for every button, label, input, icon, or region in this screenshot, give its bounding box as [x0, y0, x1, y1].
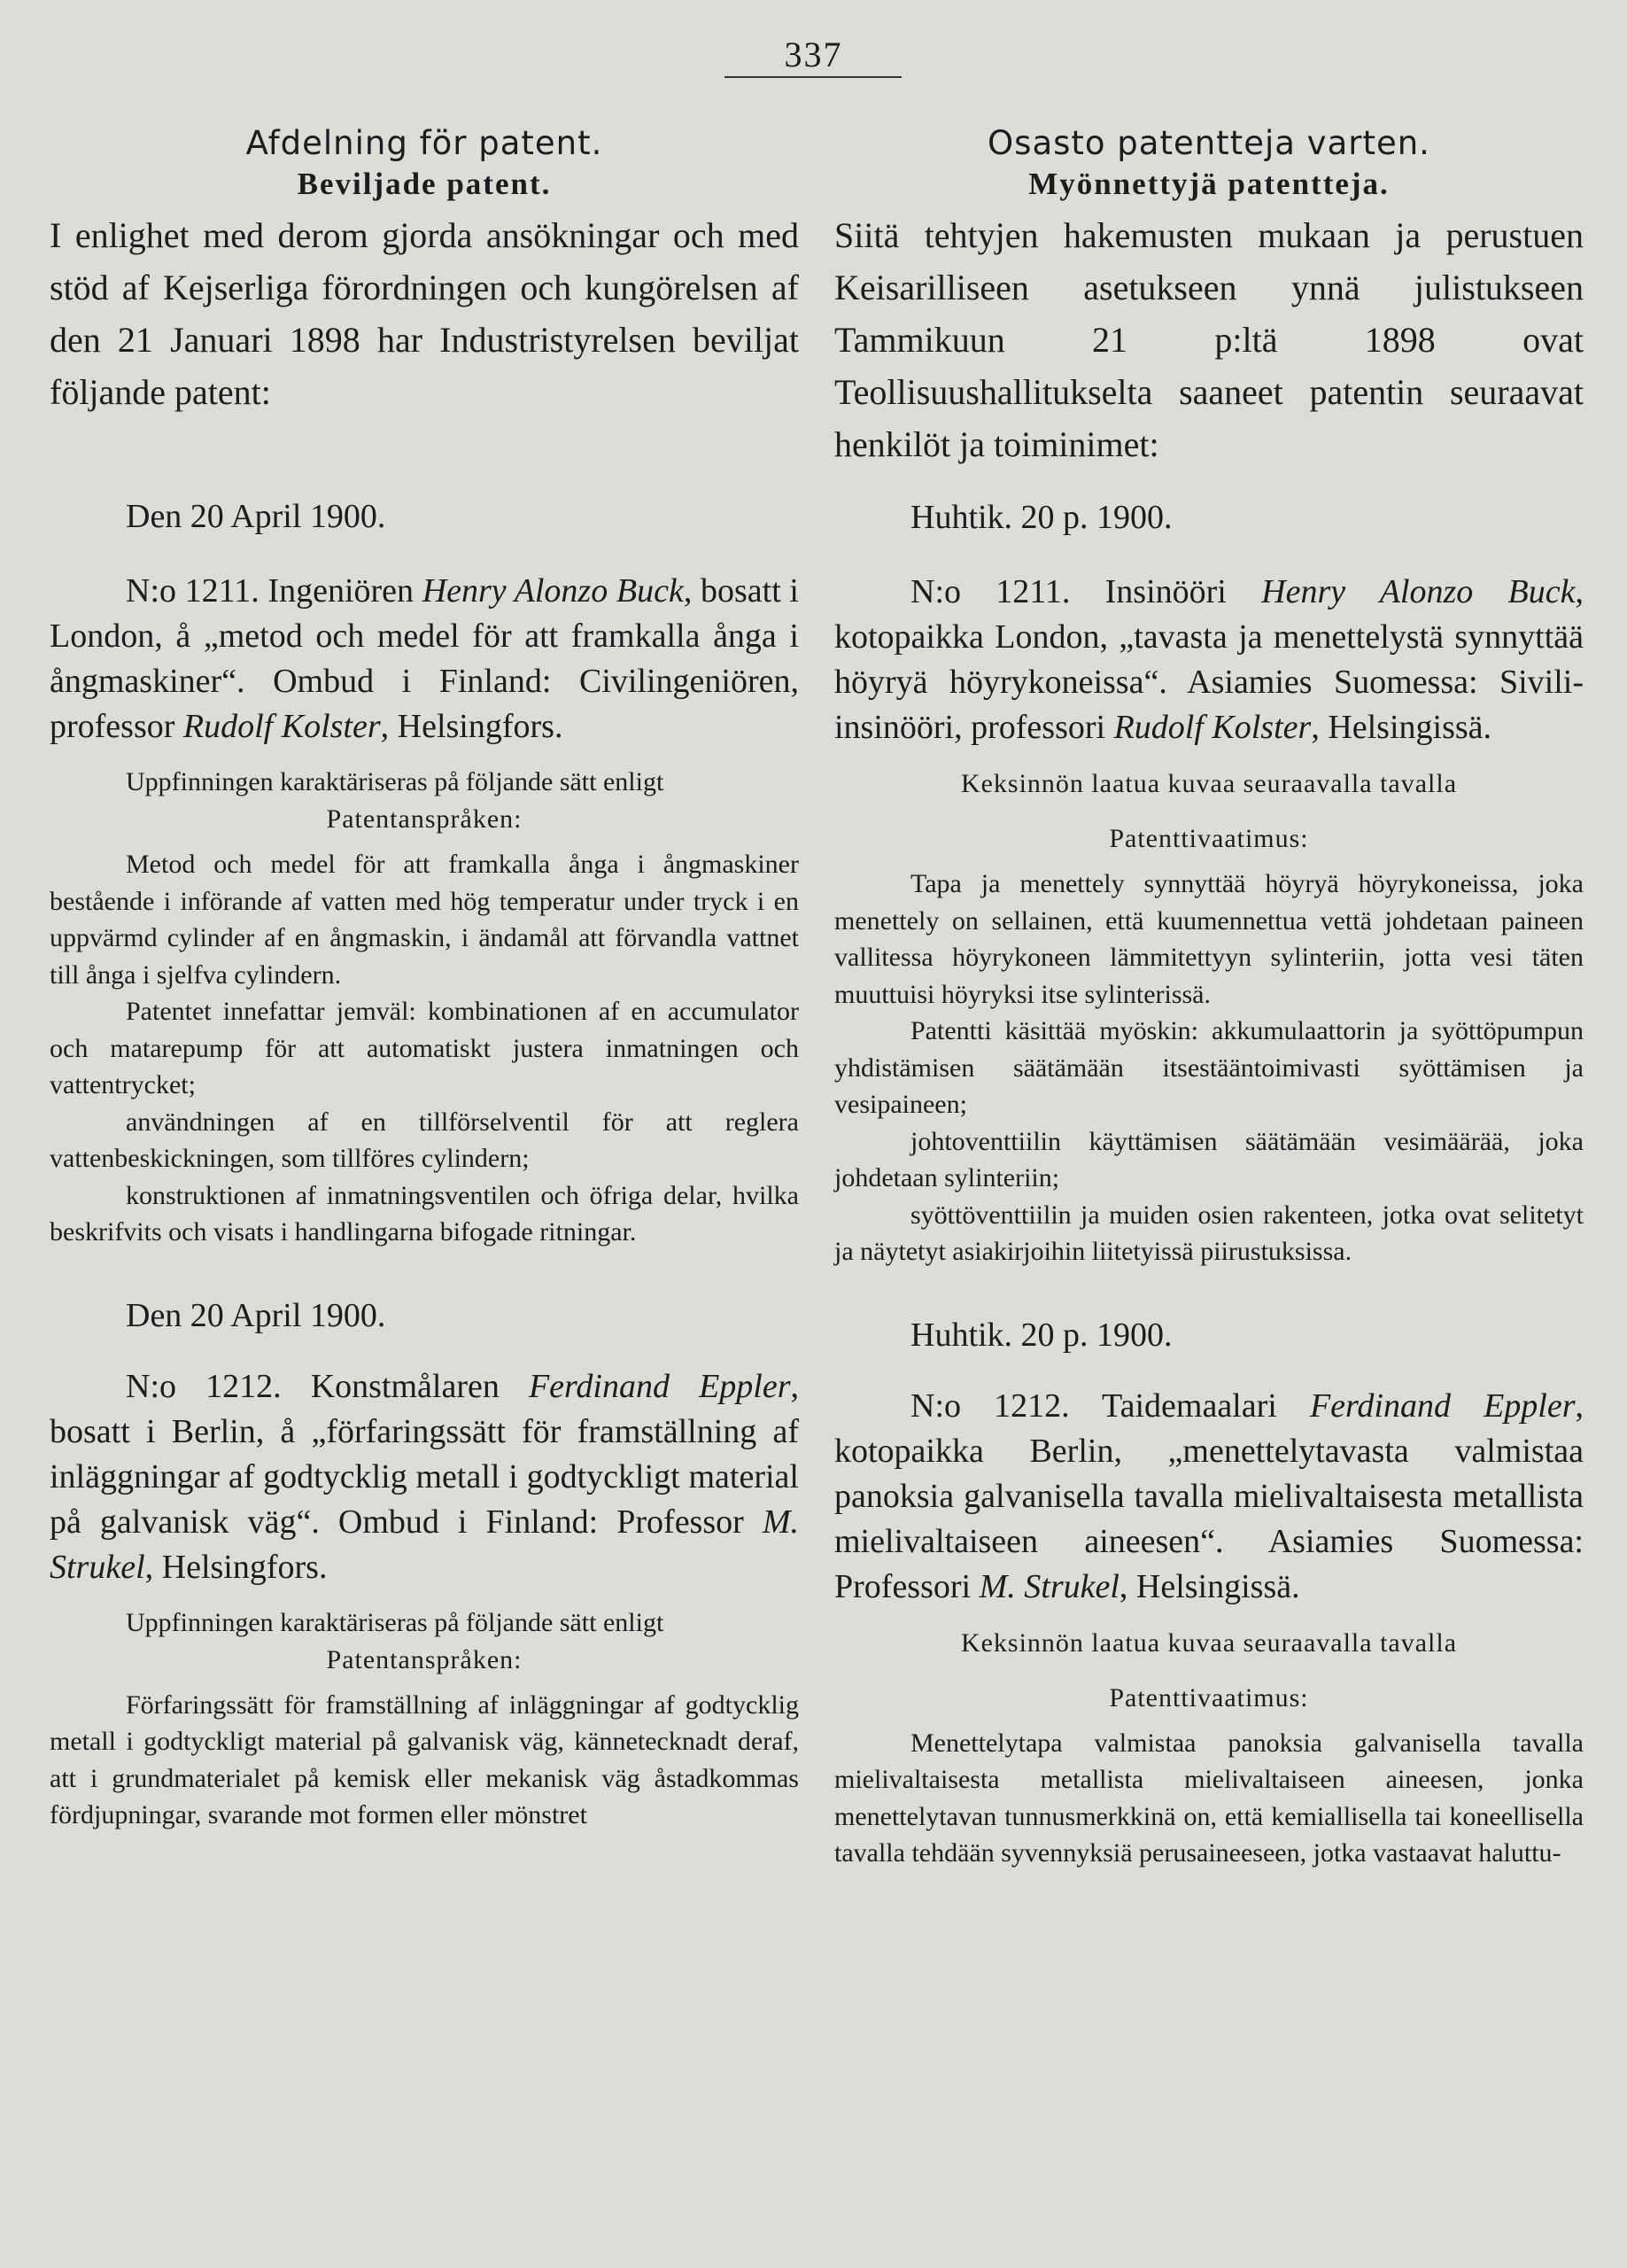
granted-title: Beviljade patent.	[297, 167, 552, 201]
patent-entry: N:o 1212. Konstmålaren Ferdinand Eppler, bosatt i Berlin, å „förfaringssätt för framställning af inläggningar af godtycklig metall i godtyckligt material på galvanisk väg“. Ombud i Finland: Professor M. Strukel, Helsingfors.	[50, 1367, 800, 1586]
claim-paragraph: johtoventtiilin käyttämisen säätämään vesimäärää, joka johdetaan sylinteriin;	[834, 1126, 1584, 1192]
agent-name: Rudolf Kolster	[182, 708, 381, 745]
inventor-name: Ferdinand Eppler	[528, 1367, 791, 1405]
claim-paragraph: Metod och medel för att framkalla ånga i ångmaskiner bestående i införande af vatten med hög temperatur under tryck i en uppvärmd cylinder af en ångmaskin, i ändamål att förvandla vattnet till ånga i sjelfva cylindern.	[50, 850, 799, 990]
claim-paragraph: syöttöventtiilin ja muiden osien rakenteen, jotka ovat selitetyt ja näytetyt asiakirjoihin liitetyissä piirustuksissa.	[834, 1200, 1584, 1266]
header-rule	[724, 76, 902, 78]
claim-paragraph: konstruktionen af inmatningsventilen och öfriga delar, hvilka beskrifvits och visats i handlingarna bifogade ritningar.	[50, 1180, 799, 1247]
characterization-line: Uppfinningen karaktäriseras på följande sätt enligt	[126, 767, 664, 796]
page-number: 337	[784, 35, 843, 74]
agent-name: Rudolf Kolster	[1113, 709, 1312, 746]
intro-paragraph: Siitä tehtyjen hakemusten mukaan ja perustuen Keisarilliseen asetukseen ynnä julistukseen Tammikuun 21 p:ltä 1898 ovat Teollisuushallitukselta saaneet patentin seuraavat henkilöt ja toiminimet:	[834, 215, 1584, 464]
claims-heading: Patentanspråken:	[326, 804, 523, 834]
patent-entry: N:o 1211. Insinööri Henry Alonzo Buck, kotopaikka London, „tavasta ja menettelystä synnyttää höyryä höyrykoneissa“. Asiamies Suomessa: Sivili-insinööri, professori Rudolf Kolster, Helsingissä.	[834, 573, 1584, 746]
claim-paragraph: Förfaringssätt för framställning af inläggningar af godtycklig metall i godtyckligt material på galvanisk väg, kännetecknadt deraf, att i grundmaterialet på kemisk eller mekanisk väg åstadkommas fördjupningar, svarande mot formen eller mönstret	[50, 1689, 799, 1829]
agent-name: M. Strukel	[50, 1503, 799, 1586]
claim-paragraph: Patentti käsittää myöskin: akkumulaattorin ja syöttöpumpun yhdistämisen säätämään itsestääntoimivasti syöttämisen ja vesipaineen;	[834, 1016, 1584, 1119]
entry-date: Huhtik. 20 p. 1900.	[910, 499, 1173, 536]
section-title: Afdelning för patent.	[245, 124, 603, 162]
claim-paragraph: Patentet innefattar jemväl: kombinationen af en accumulator och matarepump för att automatiskt justera inmatningen och vattentrycket;	[50, 997, 799, 1099]
characterization-line: Keksinnön laatua kuvaa seuraavalla tavalla	[960, 1627, 1458, 1658]
claim-paragraph: Tapa ja menettely synnyttää höyryä höyrykoneissa, joka menettely on sellainen, että kuumennettua vettä johdetaan paineen vallitessa höyrykoneen lämmitettyyn sylinteriin, jotta vesi täten muuttuisi höyryksi itse sylinterissä.	[834, 869, 1584, 1009]
section-title: Osasto patentteja varten.	[988, 124, 1430, 162]
agent-name: M. Strukel	[979, 1567, 1120, 1605]
granted-title: Myönnettyjä patentteja.	[1028, 167, 1390, 201]
claims-heading: Patentanspråken:	[326, 1644, 523, 1674]
swedish-column	[50, 122, 799, 1834]
finnish-column	[834, 122, 1584, 1872]
entry-date: Den 20 April 1900.	[126, 1296, 386, 1334]
intro-paragraph: I enlighet med derom gjorda ansökningar och med stöd af Kejserliga förordningen och kungörelsen af den 21 Januari 1898 har Industristyrelsen beviljat följande patent:	[50, 215, 799, 412]
claim-paragraph: Menettelytapa valmistaa panoksia galvanisella tavalla mielivaltaisesta metallista mielivaltaiseen aineesen, jonka menettelytavan tunnusmerkkinä on, että kemiallisella tai koneellisella tavalla tehdään syvennyksiä perusaineeseen, jotka vastaavat haluttu-	[834, 1728, 1584, 1868]
patent-entry: N:o 1211. Ingeniören Henry Alonzo Buck, bosatt i London, å „metod och medel för att framkalla ånga i ångmaskiner“. Ombud i Finland: Civilingeniören, professor Rudolf Kolster, Helsingfors.	[50, 572, 799, 745]
patent-entry: N:o 1212. Taidemaalari Ferdinand Eppler, kotopaikka Berlin, „menettelytavasta valmistaa panoksia galvanisella tavalla mielivaltaisesta metallista mielivaltaiseen aineesen“. Asiamies Suomessa: Professori M. Strukel, Helsingissä.	[834, 1386, 1584, 1605]
claim-paragraph: användningen af en tillförselventil för att reglera vattenbeskickningen, som tillföres cylindern;	[50, 1107, 799, 1173]
claims-heading: Patenttivaatimus:	[1109, 1682, 1309, 1713]
characterization-line: Uppfinningen karaktäriseras på följande sätt enligt	[126, 1607, 664, 1637]
inventor-name: Henry Alonzo Buck	[1261, 573, 1576, 610]
entry-date: Den 20 April 1900.	[126, 498, 386, 535]
inventor-name: Ferdinand Eppler	[1309, 1386, 1576, 1425]
claims-heading: Patenttivaatimus:	[1109, 824, 1309, 853]
inventor-name: Henry Alonzo Buck	[422, 572, 684, 610]
entry-date: Huhtik. 20 p. 1900.	[910, 1316, 1173, 1354]
characterization-line: Keksinnön laatua kuvaa seuraavalla tavalla	[960, 769, 1458, 798]
